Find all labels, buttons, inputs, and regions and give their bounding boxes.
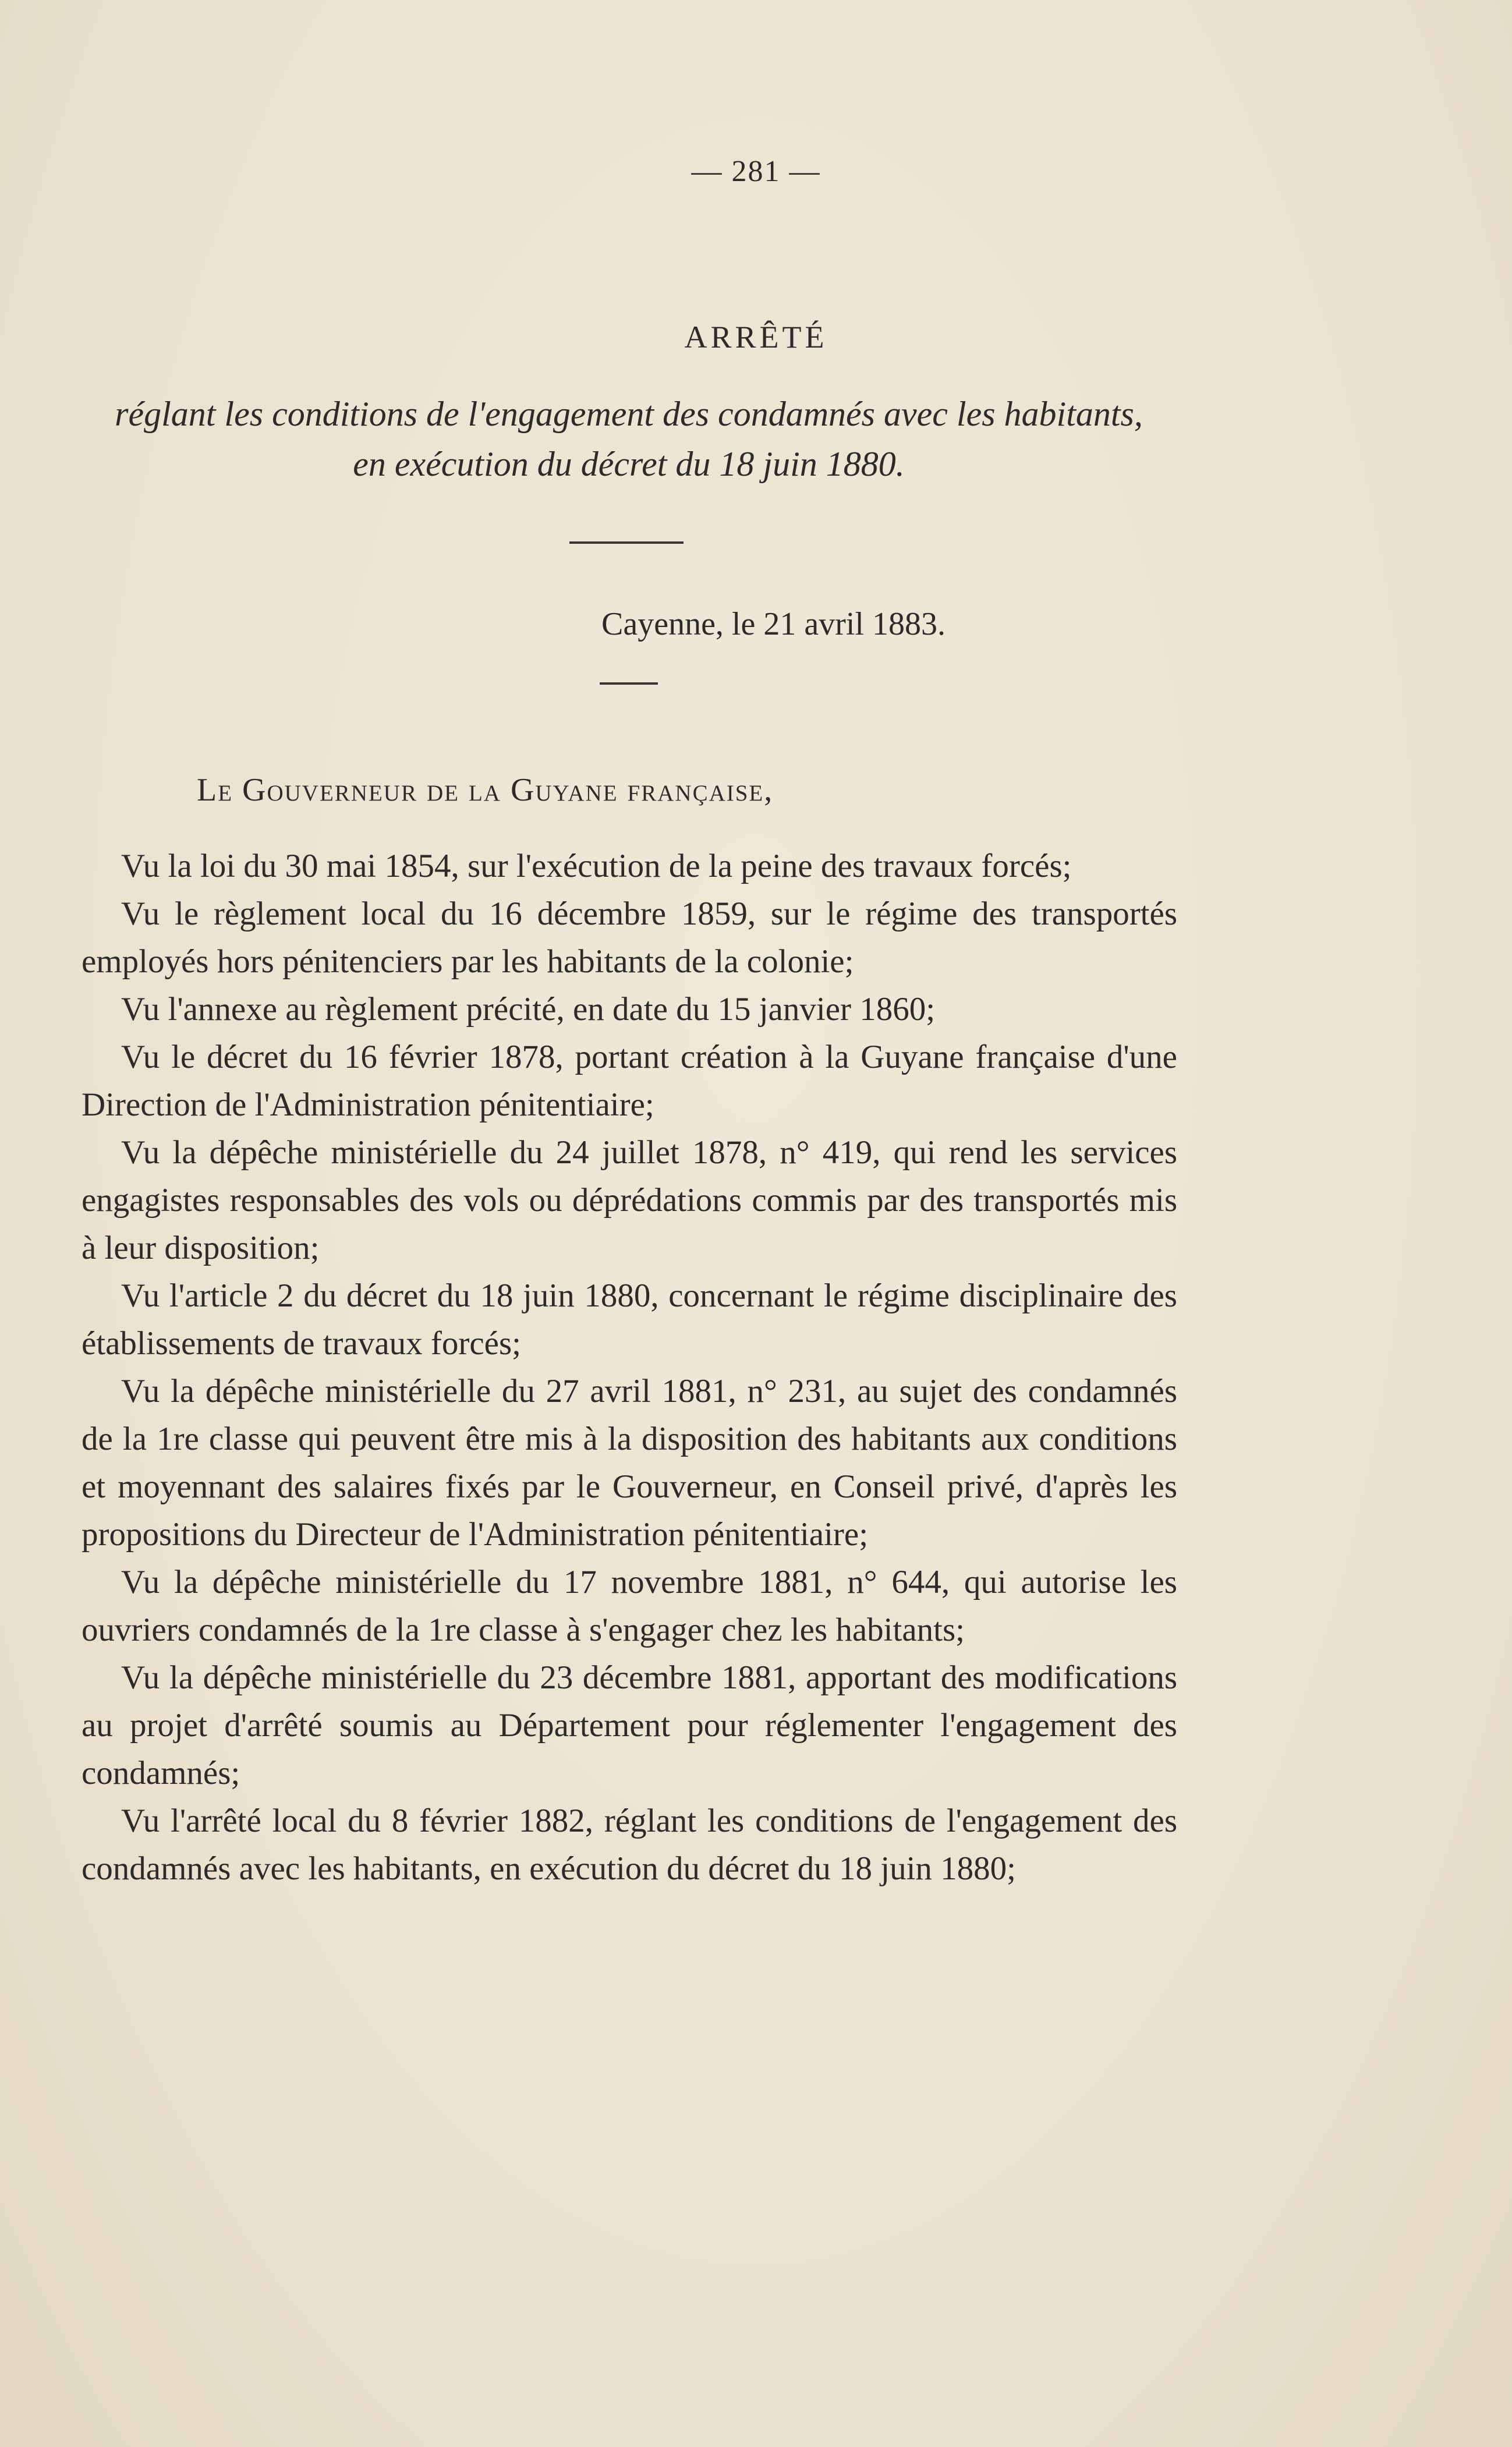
consideration-paragraph: Vu l'arrêté local du 8 février 1882, réglant les conditions de l'engagement des condamnés avec les habitants, en exécution du décret du 18 juin 1880;: [82, 1803, 1177, 1887]
divider-rule: [569, 541, 684, 544]
subtitle-line-1: réglant les conditions de l'engagement des condamnés avec les habitants,: [115, 395, 1143, 433]
consideration-paragraph: Vu la dépêche ministérielle du 23 décembre 1881, apportant des modifications au projet d'arrêté soumis au Département pour réglementer l'engagement des condamnés;: [82, 1659, 1177, 1791]
page-number: — 281 —: [691, 155, 821, 188]
consideration-paragraph: Vu l'annexe au règlement précité, en date du 15 janvier 1860;: [121, 991, 936, 1028]
issuing-authority: Le Gouverneur de la Guyane française,: [197, 772, 774, 808]
consideration-paragraph: Vu la loi du 30 mai 1854, sur l'exécution de la peine des travaux forcés;: [121, 848, 1072, 884]
divider-rule-short: [600, 682, 658, 685]
consideration-paragraph: Vu l'article 2 du décret du 18 juin 1880, concernant le régime disciplinaire des établissements de travaux forcés;: [82, 1277, 1177, 1362]
subtitle-line-2: en exécution du décret du 18 juin 1880.: [353, 445, 905, 483]
decree-title: ARRÊTÉ: [684, 320, 828, 355]
considerations-body: [82, 842, 1177, 1893]
dateline: Cayenne, le 21 avril 1883.: [601, 606, 946, 642]
consideration-paragraph: Vu la dépêche ministérielle du 24 juillet 1878, n° 419, qui rend les services engagistes responsables des vols ou déprédations commis par des transportés mis à leur disposition;: [82, 1134, 1177, 1266]
consideration-paragraph: Vu le règlement local du 16 décembre 1859, sur le régime des transportés employés hors pénitenciers par les habitants de la colonie;: [82, 895, 1177, 980]
consideration-paragraph: Vu le décret du 16 février 1878, portant création à la Guyane française d'une Direction de l'Administration pénitentiaire;: [82, 1039, 1177, 1123]
consideration-paragraph: Vu la dépêche ministérielle du 17 novembre 1881, n° 644, qui autorise les ouvriers condamnés de la 1re classe à s'engager chez les habitants;: [82, 1564, 1177, 1648]
decree-subtitle: [82, 389, 1176, 489]
consideration-paragraph: Vu la dépêche ministérielle du 27 avril 1881, n° 231, au sujet des condamnés de la 1re classe qui peuvent être mis à la disposition des habitants aux conditions et moyennant des salaires fixés par le Gouverneur, en Conseil privé, d'après les propositions du Directeur de l'Administration pénitentiaire;: [82, 1373, 1177, 1553]
